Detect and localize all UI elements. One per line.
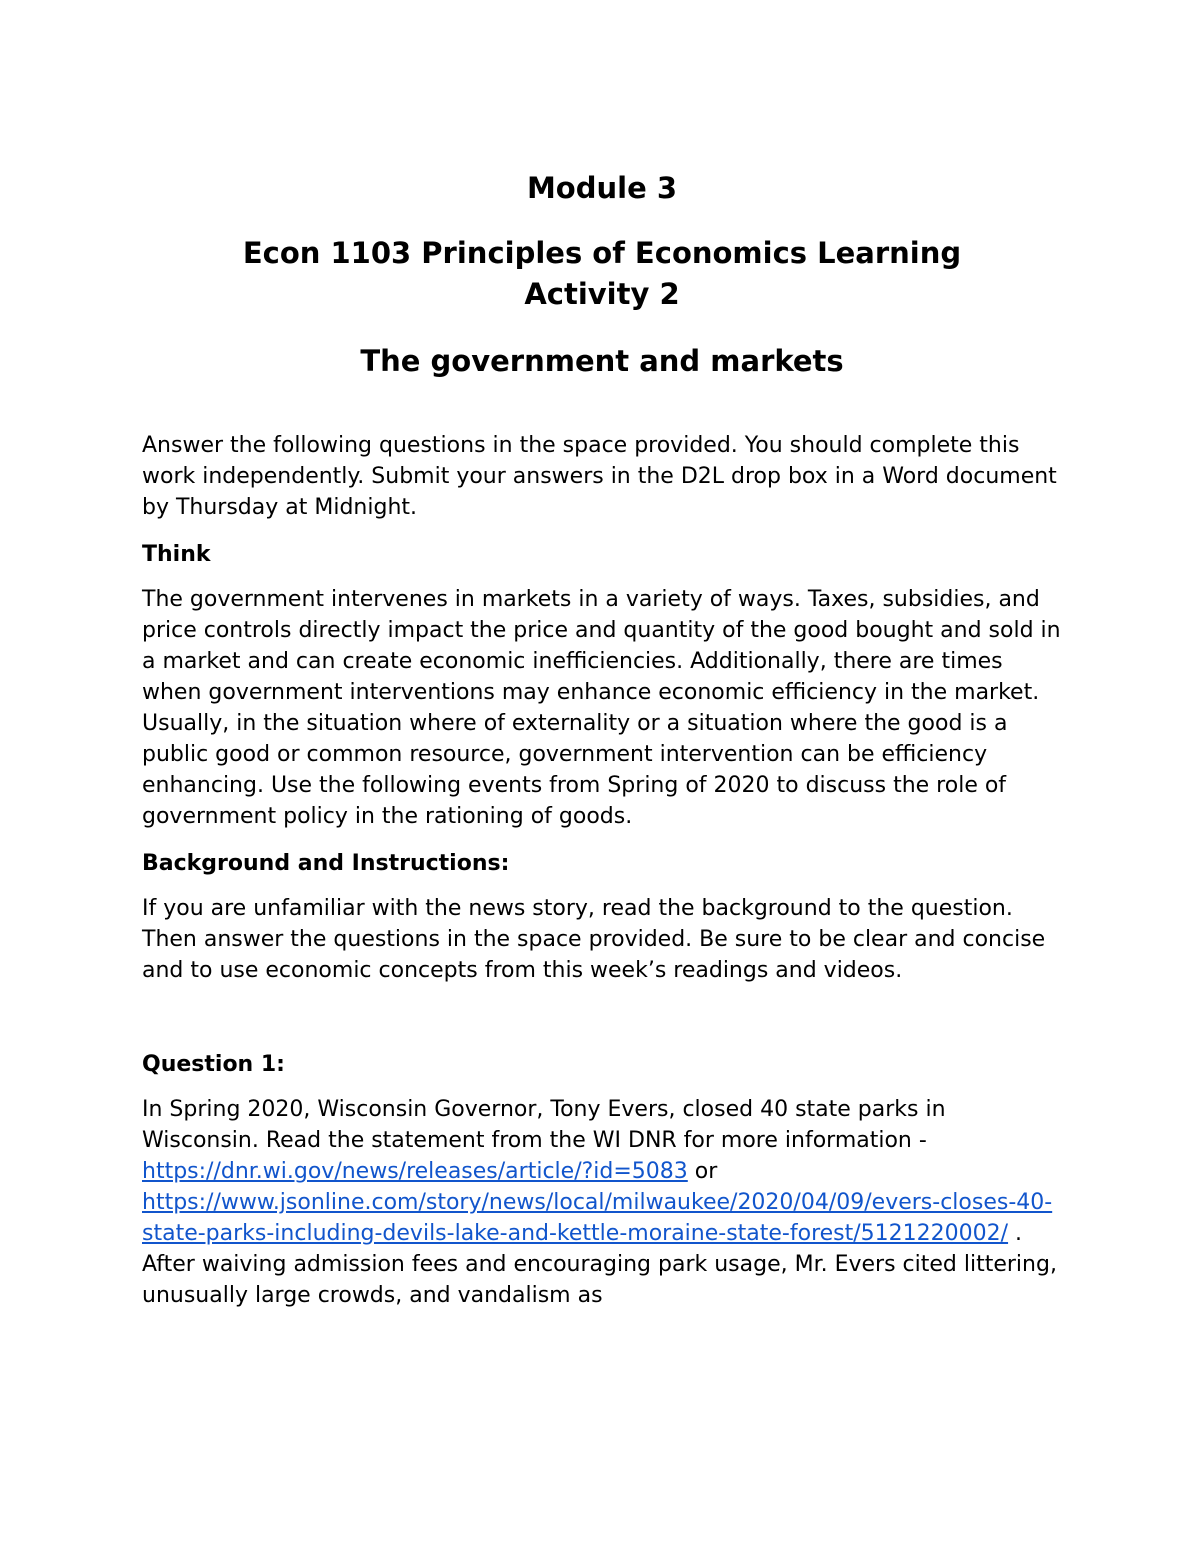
module-title: Module 3 xyxy=(526,171,678,205)
course-title xyxy=(142,233,1062,315)
think-heading: Think xyxy=(142,542,211,567)
jsonline-link[interactable]: https://www.jsonline.com/story/news/local/milwaukee/2020/04/09/evers-closes-40-state-parks-including-devils-lake-and-kettle-moraine-state-forest/5121220002/ xyxy=(142,1190,1053,1246)
question1-text-b: . After waiving admission fees and encouraging park usage, Mr. Evers cited littering, unusually large crowds, and vandalism as xyxy=(142,1221,1057,1308)
intro-paragraph: Answer the following questions in the space provided. You should complete this work independently. Submit your answers in the D2L drop box in a Word document by Thursday at Midnight. xyxy=(142,433,1057,520)
background-heading: Background and Instructions: xyxy=(142,851,510,876)
background-paragraph: If you are unfamiliar with the news story, read the background to the question. Then answer the questions in the space provided. Be sure to be clear and concise and to use economic concepts from this week’s readings and videos. xyxy=(142,896,1046,983)
subtitle: The government and markets xyxy=(360,344,844,378)
dnr-link[interactable]: https://dnr.wi.gov/news/releases/article/?id=5083 xyxy=(142,1159,688,1184)
question1-text-a: In Spring 2020, Wisconsin Governor, Tony Evers, closed 40 state parks in Wisconsin. Read the statement from the WI DNR for more information - xyxy=(142,1097,946,1153)
think-paragraph: The government intervenes in markets in a variety of ways. Taxes, subsidies, and price controls directly impact the price and quantity of the good bought and sold in a market and can create economic inefficiencies. Additionally, there are times when government interventions may enhance economic efficiency in the market. Usually, in the situation where of externality or a situation where the good is a public good or common resource, government intervention can be efficiency enhancing. Use the following events from Spring of 2020 to discuss the role of government policy in the rationing of goods. xyxy=(142,587,1061,829)
course-title-line2: Activity 2 xyxy=(524,277,680,311)
question1-heading: Question 1: xyxy=(142,1052,285,1077)
document-page xyxy=(142,160,1062,1311)
course-title-line1: Econ 1103 Principles of Economics Learning xyxy=(242,236,962,270)
question1-paragraph xyxy=(142,1094,1062,1311)
question1-or: or xyxy=(687,1159,718,1184)
